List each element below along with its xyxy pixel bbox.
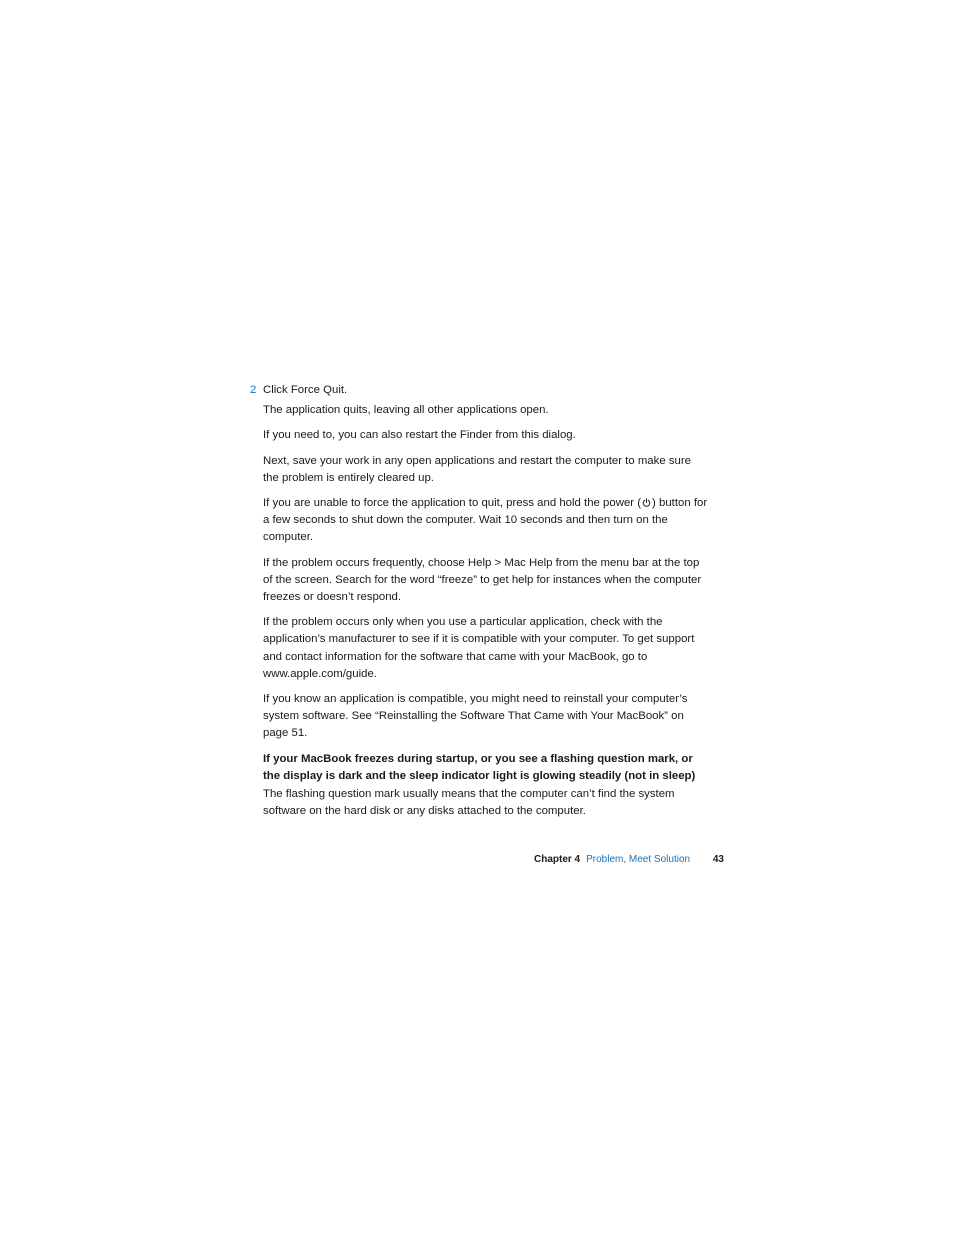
section-body: The flashing question mark usually means that the computer can’t find the system software on the hard disk or any disks attached to the computer. — [263, 788, 675, 818]
step-number: 2 — [250, 384, 257, 396]
footer-chapter-label: Chapter 4 — [534, 854, 581, 865]
page-content — [250, 382, 708, 828]
paragraph-reinstall: If you know an application is compatible, you might need to reinstall your computer’s system software. See “Reinstalling the Software That Came with Your MacBook” on page 51. — [263, 693, 688, 740]
power-text-before: If you are unable to force the application to quit, press and hold the power ( — [263, 497, 642, 510]
step-item — [250, 382, 708, 399]
section-heading: If your MacBook freezes during startup, or you see a flashing question mark, or the display is dark and the sleep indicator light is glowing steadily (not in sleep) — [263, 752, 696, 782]
footer-chapter-title: Problem, Meet Solution — [586, 854, 691, 865]
page-footer — [534, 853, 726, 867]
paragraph-quit-result: The application quits, leaving all other applications open. — [263, 404, 549, 417]
paragraph-restart-finder: If you need to, you can also restart the Finder from this dialog. — [263, 429, 576, 442]
power-icon — [642, 498, 651, 507]
paragraph-save-work: Next, save your work in any open applications and restart the computer to make sure the problem is entirely cleared up. — [263, 454, 691, 484]
step-text: Click Force Quit. — [263, 384, 348, 396]
paragraph-power-button — [263, 495, 708, 547]
paragraph-mac-help: If the problem occurs frequently, choose Help > Mac Help from the menu bar at the top of the screen. Search for the word “freeze” to get help for instances when the computer freezes or doesn’t respond. — [263, 556, 702, 604]
footer-page-number: 43 — [712, 854, 724, 865]
power-text-after: ) button for a few seconds to shut down the computer. Wait 10 seconds and then turn on the computer. — [263, 497, 708, 544]
paragraph-manufacturer: If the problem occurs only when you use a particular application, check with the application’s manufacturer to see if it is compatible with your computer. To get support and contact information for the software that came with your MacBook, go to www.apple.com/guide. — [263, 616, 695, 680]
